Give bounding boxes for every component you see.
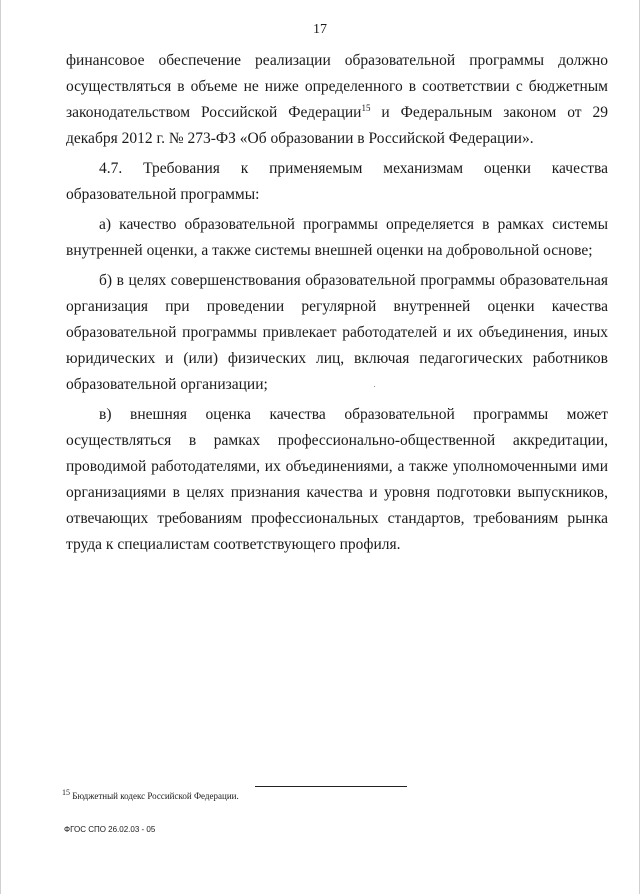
footnote-divider — [255, 786, 407, 787]
footer-document-code: ФГОС СПО 26.02.03 - 05 — [64, 825, 156, 834]
paragraph-line: законодательством Российской Федерации — [66, 104, 362, 121]
document-body — [66, 48, 608, 562]
scan-speck — [374, 386, 375, 387]
paragraph-continuation — [66, 48, 608, 152]
list-item-a: а) качество образовательной программы определяется в рамках системы внутренней оценки, а также системы внешней оценки на добровольной основе; — [66, 216, 608, 259]
section-heading-4-7: 4.7. Требования к применяемым механизмам оценки качества образовательной программы: — [66, 160, 608, 203]
paragraph-line: финансовое обеспечение реализации образовательной программы должно — [66, 52, 608, 69]
footnote-text: Бюджетный кодекс Российской Федерации. — [72, 791, 239, 801]
list-item-b: б) в целях совершенствования образовательной программы образовательная организация при проведении регулярной внутренней оценки качества образовательной программы привлекает работодателей и их объединения, иных юридических и (или) физических лиц, включая педагогических работников образовательной организации; — [66, 272, 608, 393]
list-item-v: в) внешняя оценка качества образовательной программы может осуществляться в рамках профессионально-общественной аккредитации, проводимой работодателями, их объединениями, а также уполномоченными ими организациями в целях признания качества и уровня подготовки выпускников, отвечающих требованиям профессиональных стандартов, требованиям рынка труда к специалистам соответствующего профиля. — [66, 406, 608, 553]
paragraph-line: от 29 декабря 2012 г. № 273-ФЗ «Об образовании в Российской Федерации». — [66, 104, 609, 147]
footnote-reference: 15 — [361, 102, 371, 113]
paragraph-line: и Федеральным законом — [370, 104, 557, 121]
page-number: 17 — [313, 22, 327, 37]
paragraph-line: осуществляться в объеме не ниже определенного в соответствии с бюджетным — [66, 78, 608, 95]
footnote — [62, 790, 239, 802]
footnote-marker: 15 — [62, 788, 70, 797]
